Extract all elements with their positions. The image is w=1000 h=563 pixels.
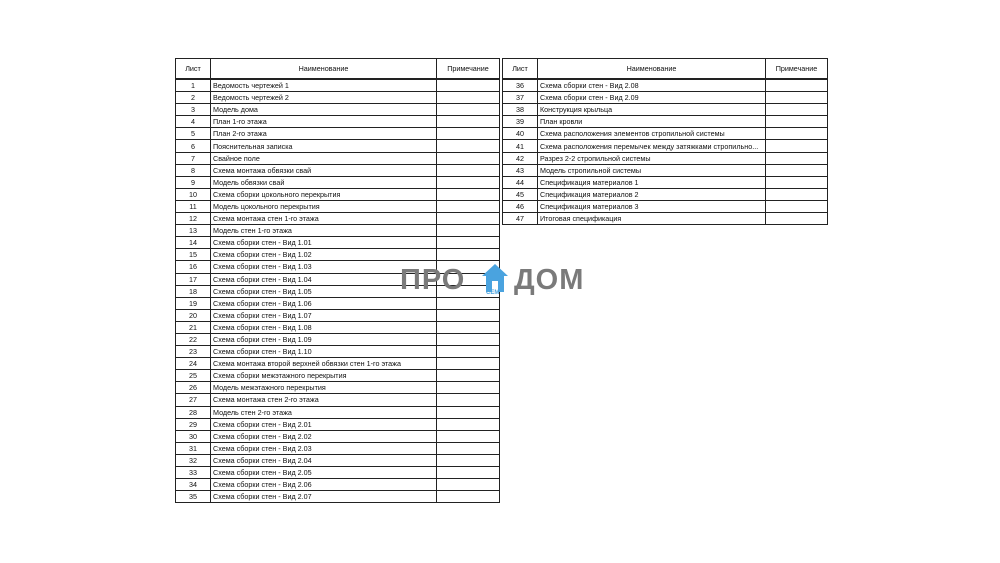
table-row bbox=[176, 152, 500, 164]
sheet-number: 17 bbox=[176, 273, 211, 285]
table-row bbox=[176, 92, 500, 104]
sheet-name: Схема сборки стен - Вид 2.05 bbox=[211, 467, 437, 479]
sheet-note bbox=[766, 79, 828, 92]
sheet-name: Схема сборки межэтажного перекрытия bbox=[211, 370, 437, 382]
sheet-name: Схема сборки стен - Вид 2.06 bbox=[211, 479, 437, 491]
header-note: Примечание bbox=[766, 59, 828, 80]
table-row bbox=[503, 200, 828, 212]
sheet-number: 19 bbox=[176, 297, 211, 309]
header-sheet: Лист bbox=[503, 59, 538, 80]
table-row bbox=[176, 213, 500, 225]
table-row bbox=[176, 430, 500, 442]
sheet-name: Схема сборки стен - Вид 1.09 bbox=[211, 333, 437, 345]
sheet-note bbox=[437, 176, 500, 188]
table-row bbox=[176, 140, 500, 152]
table-row bbox=[176, 479, 500, 491]
sheet-number: 22 bbox=[176, 333, 211, 345]
table-row bbox=[503, 213, 828, 225]
sheet-note bbox=[766, 200, 828, 212]
sheet-number: 8 bbox=[176, 164, 211, 176]
sheet-number: 29 bbox=[176, 418, 211, 430]
sheet-note bbox=[437, 346, 500, 358]
watermark-subtext: СЕМ bbox=[486, 290, 500, 296]
sheet-number: 11 bbox=[176, 200, 211, 212]
sheet-note bbox=[437, 140, 500, 152]
sheet-note bbox=[437, 394, 500, 406]
sheet-note bbox=[437, 406, 500, 418]
sheet-name: Ведомость чертежей 2 bbox=[211, 92, 437, 104]
sheet-number: 9 bbox=[176, 176, 211, 188]
sheet-note bbox=[437, 164, 500, 176]
table-row bbox=[176, 467, 500, 479]
table-row bbox=[176, 333, 500, 345]
sheet-number: 20 bbox=[176, 309, 211, 321]
sheet-name: Схема сборки стен - Вид 2.07 bbox=[211, 491, 437, 503]
sheet-name: Схема расположения перемычек между затяжками стропильно... bbox=[538, 140, 766, 152]
sheet-name: Итоговая спецификация bbox=[538, 213, 766, 225]
sheet-name: Схема сборки стен - Вид 2.01 bbox=[211, 418, 437, 430]
sheet-number: 14 bbox=[176, 237, 211, 249]
sheet-name: Модель стропильной системы bbox=[538, 164, 766, 176]
sheet-number: 1 bbox=[176, 79, 211, 92]
table-row bbox=[503, 152, 828, 164]
table-row bbox=[176, 164, 500, 176]
sheet-note bbox=[437, 430, 500, 442]
sheet-name: Свайное поле bbox=[211, 152, 437, 164]
sheet-name: Схема сборки стен - Вид 1.01 bbox=[211, 237, 437, 249]
sheet-note bbox=[437, 454, 500, 466]
sheet-name: Схема сборки стен - Вид 1.02 bbox=[211, 249, 437, 261]
sheet-note bbox=[766, 128, 828, 140]
sheet-note bbox=[766, 116, 828, 128]
sheet-note bbox=[437, 249, 500, 261]
table-row bbox=[176, 309, 500, 321]
table-row bbox=[176, 188, 500, 200]
sheet-name: Схема сборки стен - Вид 1.06 bbox=[211, 297, 437, 309]
sheet-number: 36 bbox=[503, 79, 538, 92]
sheet-name: Конструкция крыльца bbox=[538, 104, 766, 116]
sheet-number: 41 bbox=[503, 140, 538, 152]
table-row bbox=[176, 346, 500, 358]
sheet-name: Схема сборки стен - Вид 1.08 bbox=[211, 321, 437, 333]
sheet-note bbox=[437, 213, 500, 225]
sheet-name: Схема сборки стен - Вид 1.07 bbox=[211, 309, 437, 321]
table-row bbox=[176, 358, 500, 370]
sheet-number: 46 bbox=[503, 200, 538, 212]
sheet-note bbox=[437, 116, 500, 128]
sheet-number: 40 bbox=[503, 128, 538, 140]
sheet-name: Модель обвязки свай bbox=[211, 176, 437, 188]
sheet-note bbox=[437, 104, 500, 116]
sheet-number: 26 bbox=[176, 382, 211, 394]
table-row bbox=[176, 454, 500, 466]
sheet-number: 37 bbox=[503, 92, 538, 104]
sheet-number: 33 bbox=[176, 467, 211, 479]
table-row bbox=[503, 104, 828, 116]
sheet-note bbox=[437, 309, 500, 321]
sheet-name: Спецификация материалов 1 bbox=[538, 176, 766, 188]
table-row bbox=[503, 128, 828, 140]
sheet-name: Спецификация материалов 3 bbox=[538, 200, 766, 212]
sheet-note bbox=[766, 164, 828, 176]
sheet-number: 31 bbox=[176, 442, 211, 454]
sheet-note bbox=[766, 104, 828, 116]
table-body-right bbox=[503, 79, 828, 225]
sheet-number: 21 bbox=[176, 321, 211, 333]
sheet-number: 16 bbox=[176, 261, 211, 273]
sheet-number: 44 bbox=[503, 176, 538, 188]
table-row bbox=[176, 491, 500, 503]
sheet-number: 13 bbox=[176, 225, 211, 237]
sheet-note bbox=[437, 188, 500, 200]
table-row bbox=[176, 406, 500, 418]
sheet-name: Схема монтажа обвязки свай bbox=[211, 164, 437, 176]
table-row bbox=[176, 442, 500, 454]
sheet-note bbox=[437, 358, 500, 370]
sheet-note bbox=[437, 92, 500, 104]
sheet-name: Ведомость чертежей 1 bbox=[211, 79, 437, 92]
sheet-name: Схема сборки стен - Вид 1.03 bbox=[211, 261, 437, 273]
sheet-name: Схема монтажа стен 2-го этажа bbox=[211, 394, 437, 406]
header-sheet: Лист bbox=[176, 59, 211, 80]
sheet-name: Схема сборки стен - Вид 1.10 bbox=[211, 346, 437, 358]
table-row bbox=[176, 249, 500, 261]
table-row bbox=[503, 164, 828, 176]
sheet-name: Схема сборки стен - Вид 2.04 bbox=[211, 454, 437, 466]
table-row bbox=[176, 370, 500, 382]
table-row bbox=[176, 225, 500, 237]
sheet-name: Схема сборки стен - Вид 1.05 bbox=[211, 285, 437, 297]
table-row bbox=[503, 92, 828, 104]
sheet-number: 2 bbox=[176, 92, 211, 104]
sheet-number: 25 bbox=[176, 370, 211, 382]
sheet-name: Схема монтажа второй верхней обвязки стен 1-го этажа bbox=[211, 358, 437, 370]
table-row bbox=[176, 394, 500, 406]
sheet-note bbox=[437, 321, 500, 333]
header-name: Наименование bbox=[211, 59, 437, 80]
sheet-note bbox=[766, 92, 828, 104]
sheet-name: План 2-го этажа bbox=[211, 128, 437, 140]
sheet-name: План 1-го этажа bbox=[211, 116, 437, 128]
sheet-name: Пояснительная записка bbox=[211, 140, 437, 152]
sheet-note bbox=[437, 237, 500, 249]
sheet-note bbox=[437, 79, 500, 92]
table-row bbox=[176, 200, 500, 212]
sheet-number: 42 bbox=[503, 152, 538, 164]
sheet-number: 45 bbox=[503, 188, 538, 200]
watermark-text-right: ДОМ bbox=[514, 264, 585, 296]
sheet-number: 12 bbox=[176, 213, 211, 225]
watermark-logo bbox=[400, 262, 600, 304]
sheet-name: Схема сборки стен - Вид 2.09 bbox=[538, 92, 766, 104]
sheet-number: 5 bbox=[176, 128, 211, 140]
sheet-name: Модель цокольного перекрытия bbox=[211, 200, 437, 212]
sheet-number: 47 bbox=[503, 213, 538, 225]
table-row bbox=[176, 418, 500, 430]
sheet-name: Модель стен 1-го этажа bbox=[211, 225, 437, 237]
sheet-name: Модель стен 2-го этажа bbox=[211, 406, 437, 418]
sheet-name: Схема сборки стен - Вид 2.08 bbox=[538, 79, 766, 92]
table-row bbox=[176, 237, 500, 249]
sheet-note bbox=[437, 225, 500, 237]
sheet-note bbox=[437, 491, 500, 503]
sheet-name: Схема сборки цокольного перекрытия bbox=[211, 188, 437, 200]
sheet-note bbox=[437, 382, 500, 394]
table-row bbox=[176, 116, 500, 128]
sheet-name: Модель межэтажного перекрытия bbox=[211, 382, 437, 394]
header-note: Примечание bbox=[437, 59, 500, 80]
sheet-number: 18 bbox=[176, 285, 211, 297]
sheet-note bbox=[437, 479, 500, 491]
sheet-number: 39 bbox=[503, 116, 538, 128]
sheet-number: 43 bbox=[503, 164, 538, 176]
sheet-note bbox=[437, 370, 500, 382]
header-name: Наименование bbox=[538, 59, 766, 80]
sheet-note bbox=[766, 140, 828, 152]
sheet-number: 3 bbox=[176, 104, 211, 116]
sheet-note bbox=[766, 152, 828, 164]
sheet-number: 15 bbox=[176, 249, 211, 261]
table-row bbox=[503, 176, 828, 188]
sheet-name: Схема сборки стен - Вид 1.04 bbox=[211, 273, 437, 285]
sheet-number: 23 bbox=[176, 346, 211, 358]
sheet-number: 34 bbox=[176, 479, 211, 491]
table-header-row bbox=[176, 59, 500, 80]
sheet-name: Модель дома bbox=[211, 104, 437, 116]
sheet-note bbox=[766, 213, 828, 225]
table-row bbox=[503, 188, 828, 200]
drawings-table-right bbox=[502, 58, 828, 225]
sheet-name: Схема сборки стен - Вид 2.03 bbox=[211, 442, 437, 454]
sheet-note bbox=[766, 176, 828, 188]
sheet-number: 24 bbox=[176, 358, 211, 370]
sheet-name: Схема сборки стен - Вид 2.02 bbox=[211, 430, 437, 442]
sheet-note bbox=[437, 128, 500, 140]
sheet-note bbox=[437, 442, 500, 454]
sheet-number: 10 bbox=[176, 188, 211, 200]
sheet-number: 38 bbox=[503, 104, 538, 116]
table-row bbox=[503, 140, 828, 152]
table-row bbox=[176, 128, 500, 140]
sheet-note bbox=[766, 188, 828, 200]
table-row bbox=[176, 104, 500, 116]
sheet-number: 27 bbox=[176, 394, 211, 406]
sheet-name: Разрез 2-2 стропильной системы bbox=[538, 152, 766, 164]
sheet-name: Схема монтажа стен 1-го этажа bbox=[211, 213, 437, 225]
sheet-number: 28 bbox=[176, 406, 211, 418]
sheet-number: 7 bbox=[176, 152, 211, 164]
sheet-name: Схема расположения элементов стропильной системы bbox=[538, 128, 766, 140]
table-row bbox=[176, 321, 500, 333]
watermark-text-left: ПРО bbox=[400, 264, 466, 296]
sheet-number: 32 bbox=[176, 454, 211, 466]
sheet-note bbox=[437, 200, 500, 212]
sheet-number: 4 bbox=[176, 116, 211, 128]
sheet-note bbox=[437, 333, 500, 345]
table-row bbox=[503, 79, 828, 92]
sheet-note bbox=[437, 467, 500, 479]
table-header-row bbox=[503, 59, 828, 80]
sheet-note bbox=[437, 152, 500, 164]
sheet-note bbox=[437, 418, 500, 430]
table-row bbox=[176, 176, 500, 188]
sheet-name: План кровли bbox=[538, 116, 766, 128]
sheet-number: 35 bbox=[176, 491, 211, 503]
sheet-number: 30 bbox=[176, 430, 211, 442]
table-row bbox=[176, 382, 500, 394]
table-row bbox=[503, 116, 828, 128]
sheet-number: 6 bbox=[176, 140, 211, 152]
sheet-name: Спецификация материалов 2 bbox=[538, 188, 766, 200]
table-row bbox=[176, 79, 500, 92]
